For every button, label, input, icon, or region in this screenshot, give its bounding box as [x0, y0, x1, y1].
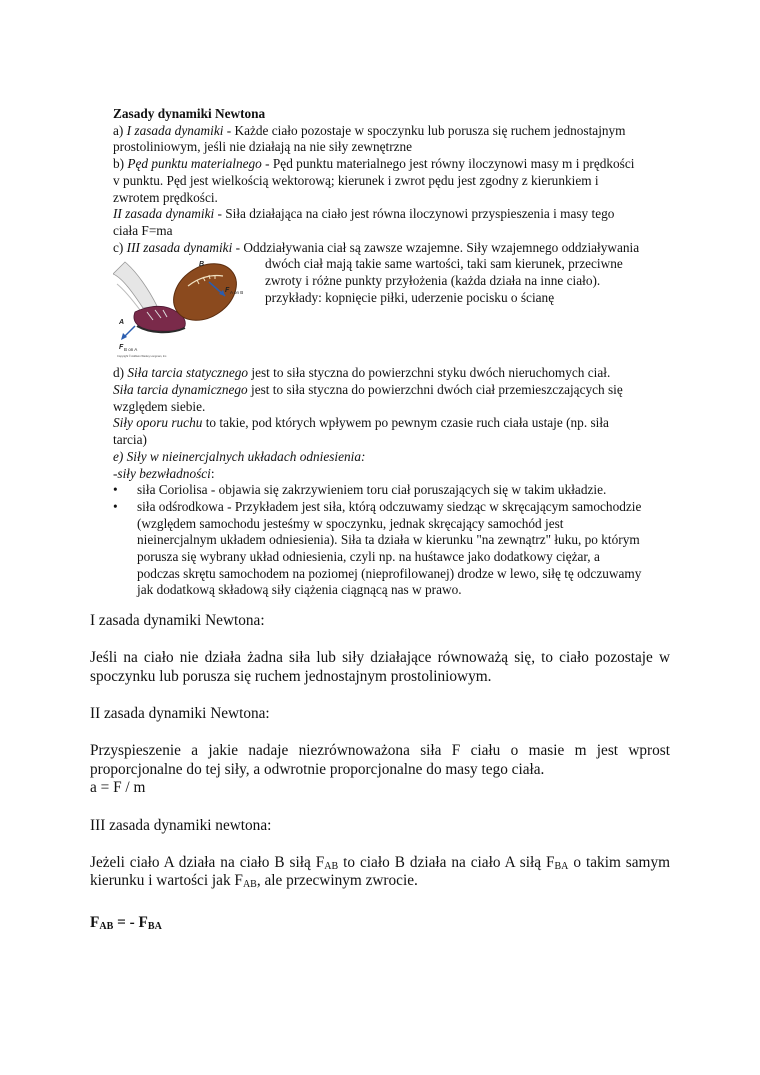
third-law-heading: III zasada dynamiki newtona: [90, 816, 272, 834]
paragraph-dynamic-friction: Siła tarcia dynamicznego jest to siła styczna do powierzchni dwóch ciał przemieszczających się [113, 382, 623, 398]
paragraph-c-line3: zwroty i różne punkty przyłożenia (każda działa na inne ciało). [265, 273, 601, 289]
kick-ball-figure [113, 256, 265, 360]
paragraph-c-line2: dwóch ciał mają takie same wartości, taki sam kierunek, przeciwne [265, 256, 623, 272]
static-friction-label: Siła tarcia statycznego [127, 365, 249, 381]
dynamic-friction-label: Siła tarcia dynamicznego [113, 382, 248, 398]
paragraph-b: b) Pęd punktu materialnego - Pęd punktu materialnego jest równy iloczynowi masy m i prędkości [113, 156, 635, 172]
figure-side-text [265, 256, 673, 306]
label-a: A [119, 319, 125, 327]
paragraph-resistance: Siły oporu ruchu to takie, pod których wpływem po pewnym czasie ruch ciała ustaje (np. siła [113, 415, 609, 431]
third-law-text: Jeżeli ciało A działa na ciało B siłą $F_{AB}$ to ciało B działa na ciało A siłą $F_{BA}$ o takim samym kierunku i wartości jak $F_{AB}$, ale przecwinym zwrocie. [90, 853, 670, 891]
bullet-icon: • [113, 482, 118, 498]
paragraph-e: e) Siły w nieinercjalnych układach odniesienia: [113, 448, 366, 464]
second-law-formula: a = F / m [90, 779, 146, 797]
momentum-label: Pęd punktu materialnego [127, 156, 262, 172]
inertial-forces-heading: -siły bezwładności: [113, 465, 215, 481]
first-law-heading: I zasada dynamiki Newtona: [90, 612, 265, 629]
notes-section [113, 106, 673, 599]
list-item: • siła odśrodkowa - Przykładem jest siła, którą odczuwamy siedząc w skręcającym samochodzie (względem samochodu jesteśmy w spoczynku, jednak skręcający samochód jest nieinercjalnym układem odniesienia). Siła ta działa w kierunku "na zewnątrz" łuku, po którym porusza się wybrany układ odniesienia, czyli np. na huśtawce jako dodatkowy ciężar, a podczas skrętu samochodem na poziomej (nieprofilowanej) drodze w lewo, siłę tę odczuwamy jak dodatkową składową siły ciążenia ciągnącą nas w prawo. [113, 498, 642, 598]
paragraph-a-line2: prostoliniowym, jeśli nie działają na nie siły zewnętrzne [113, 139, 413, 155]
list-item: • siła Coriolisa - objawia się zakrzywieniem toru ciał poruszających się w takim układzie. [113, 482, 607, 498]
third-law-label: III zasada dynamiki [126, 239, 233, 255]
second-law-text: Przyspieszenie a jakie nadaje niezrównoważona siła F ciału o masie m jest wprost proporcjonalne do tej siły, a odwrotnie proporcjonalne do masy tego ciała. [90, 742, 670, 778]
third-law-formula: $F_{AB}$ = - $F_{BA}$ [90, 913, 162, 932]
first-law-text: Jeśli na ciało nie działa żadna siła lub siły działające równoważą się, to ciało pozostaje w spoczynku lub porusza się ruchem jednostajnym prostoliniowym. [90, 649, 670, 685]
first-law-label: I zasada dynamiki [126, 122, 224, 138]
figure-row [113, 256, 673, 359]
resistance-label: Siły oporu ruchu [113, 415, 203, 431]
label-fba: F [119, 344, 124, 352]
paragraph-d: d) Siła tarcia statycznego jest to siła styczna do powierzchni styku dwóch nieruchomych ciał. [113, 365, 611, 381]
inertial-forces-list [113, 482, 673, 599]
label-fab: F [225, 287, 230, 295]
paragraph-dynamic-friction-line2: względem siebie. [113, 398, 206, 414]
second-law-label: II zasada dynamiki [113, 206, 215, 222]
bullet-icon: • [113, 498, 118, 514]
figure-credit: Copyright © Addison Wesley Longman, Inc. [117, 355, 168, 359]
paragraph-resistance-line2: tarcia) [113, 432, 147, 448]
laws-section [90, 612, 670, 932]
label-fba-sub: B on A [124, 347, 138, 353]
second-law-heading: II zasada dynamiki Newtona: [90, 704, 270, 722]
paragraph-second-law: II zasada dynamiki - Siła działająca na ciało jest równa iloczynowi przyspieszenia i masy tego [113, 206, 615, 222]
paragraph-c-examples: przykłady: kopnięcie piłki, uderzenie pocisku o ścianę [265, 289, 555, 305]
paragraph-c: c) III zasada dynamiki - Oddziaływania ciał są zawsze wzajemne. Siły wzajemnego oddziaływania [113, 239, 640, 255]
paragraph-second-law-line2: ciała F=ma [113, 222, 173, 238]
paragraph-b-line2: v punktu. Pęd jest wielkością wektorową; kierunek i zwrot pędu jest zgodny z kierunkiem i [113, 172, 599, 188]
label-b: B [199, 261, 205, 269]
notes-title: Zasady dynamiki Newtona [113, 106, 266, 121]
label-fab-sub: A on B [230, 290, 244, 296]
paragraph-b-line3: zwrotem prędkości. [113, 189, 218, 205]
paragraph-a: a) I zasada dynamiki - Każde ciało pozostaje w spoczynku lub porusza się ruchem jednostajnym [113, 122, 626, 138]
